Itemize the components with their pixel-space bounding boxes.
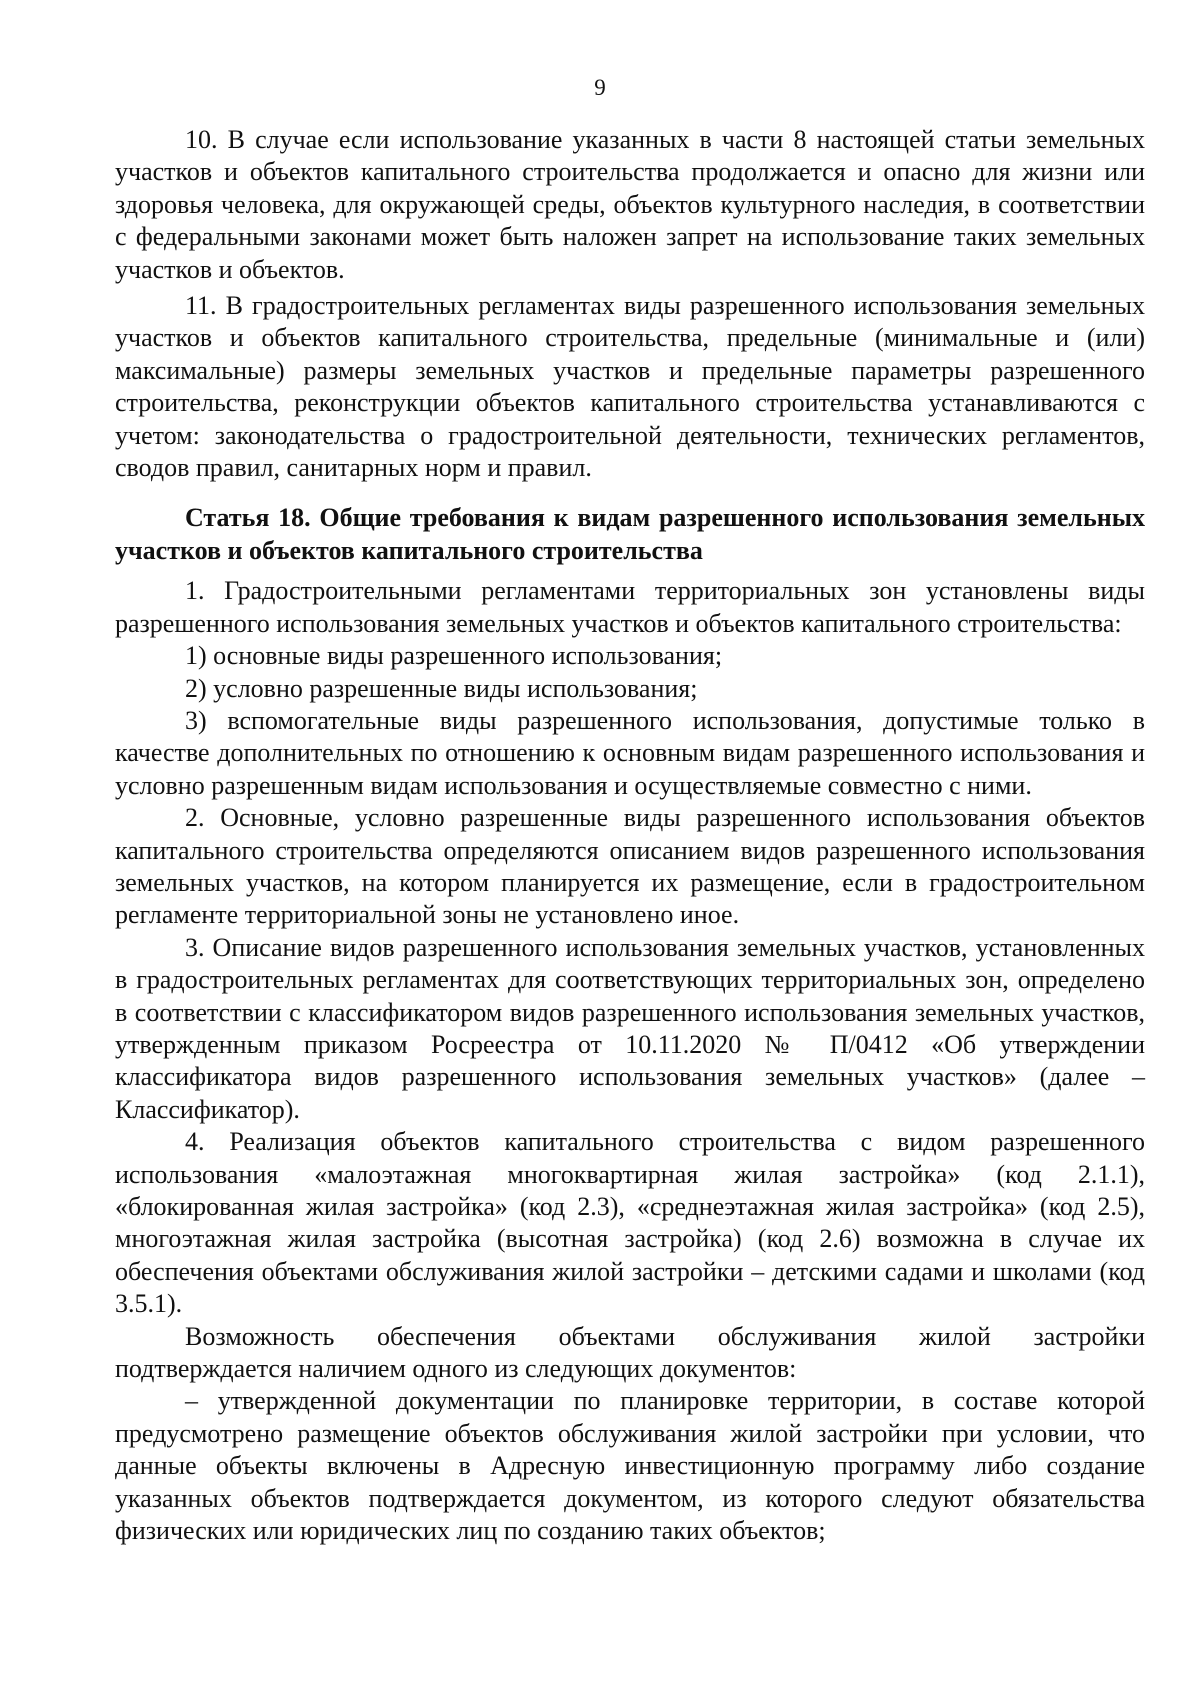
page-number: 9 <box>594 75 606 100</box>
paragraph-3: 3. Описание видов разрешенного использования земельных участков, установленных в градостроительных регламентах для соответствующих территориальных зон, определено в соответствии с классификатором видов разрешенного использования земельных участков, утвержденным приказом Росреестра от 10.11.2020 № П/0412 «Об утверждении классификатора видов разрешенного использования земельных участков» (далее – Классификатор). <box>115 932 1145 1124</box>
article-heading: Статья 18. Общие требования к видам разрешенного использования земельных участков и объектов капитального строительства <box>115 503 1145 565</box>
paragraph-1: 1. Градостроительными регламентами территориальных зон установлены виды разрешенного использования земельных участков и объектов капитального строительства: <box>115 576 1145 638</box>
list-item-2: 2) условно разрешенные виды использования; <box>185 673 698 703</box>
paragraph-10: 10. В случае если использование указанных в части 8 настоящей статьи земельных участков и объектов капитального строительства продолжается и опасно для жизни или здоровья человека, для окружающей среды, объектов культурного наследия, в соответствии с федеральными законами может быть наложен запрет на использование таких земельных участков и объектов. <box>115 125 1145 284</box>
paragraph-2: 2. Основные, условно разрешенные виды разрешенного использования объектов капитального строительства определяются описанием видов разрешенного использования земельных участков, на котором планируется их размещение, если в градостроительном регламенте территориальной зоны не установлено иное. <box>115 803 1145 930</box>
list-item-1: 1) основные виды разрешенного использования; <box>185 641 723 671</box>
dash-list-item: – утвержденной документации по планировке территории, в составе которой предусмотрено размещение объектов обслуживания жилой застройки при условии, что данные объекты включены в Адресную инвестиционную программу либо создание указанных объектов подтверждается документом, из которого следуют обязательства физических или юридических лиц по созданию таких объектов; <box>115 1386 1145 1546</box>
list-item-3: 3) вспомогательные виды разрешенного использования, допустимые только в качестве дополнительных по отношению к основным видам разрешенного использования и условно разрешенным видам использования и осуществляемые совместно с ними. <box>115 705 1145 800</box>
document-body <box>115 124 1145 1547</box>
paragraph-possibility: Возможность обеспечения объектами обслуживания жилой застройки подтверждается наличием одного из следующих документов: <box>115 1321 1145 1384</box>
paragraph-11: 11. В градостроительных регламентах виды разрешенного использования земельных участков и объектов капитального строительства, предельные (минимальные и (или) максимальные) размеры земельных участков и предельные параметры разрешенного строительства, реконструкции объектов капитального строительства устанавливаются с учетом: законодательства о градостроительной деятельности, технических регламентов, сводов правил, санитарных норм и правил. <box>115 291 1145 483</box>
paragraph-4: 4. Реализация объектов капитального строительства с видом разрешенного использования «малоэтажная многоквартирная жилая застройка» (код 2.1.1), «блокированная жилая застройка» (код 2.3), «среднеэтажная жилая застройка» (код 2.5), многоэтажная жилая застройка (высотная застройка) (код 2.6) возможна в случае их обеспечения объектами обслуживания жилой застройки – детскими садами и школами (код 3.5.1). <box>115 1127 1145 1319</box>
